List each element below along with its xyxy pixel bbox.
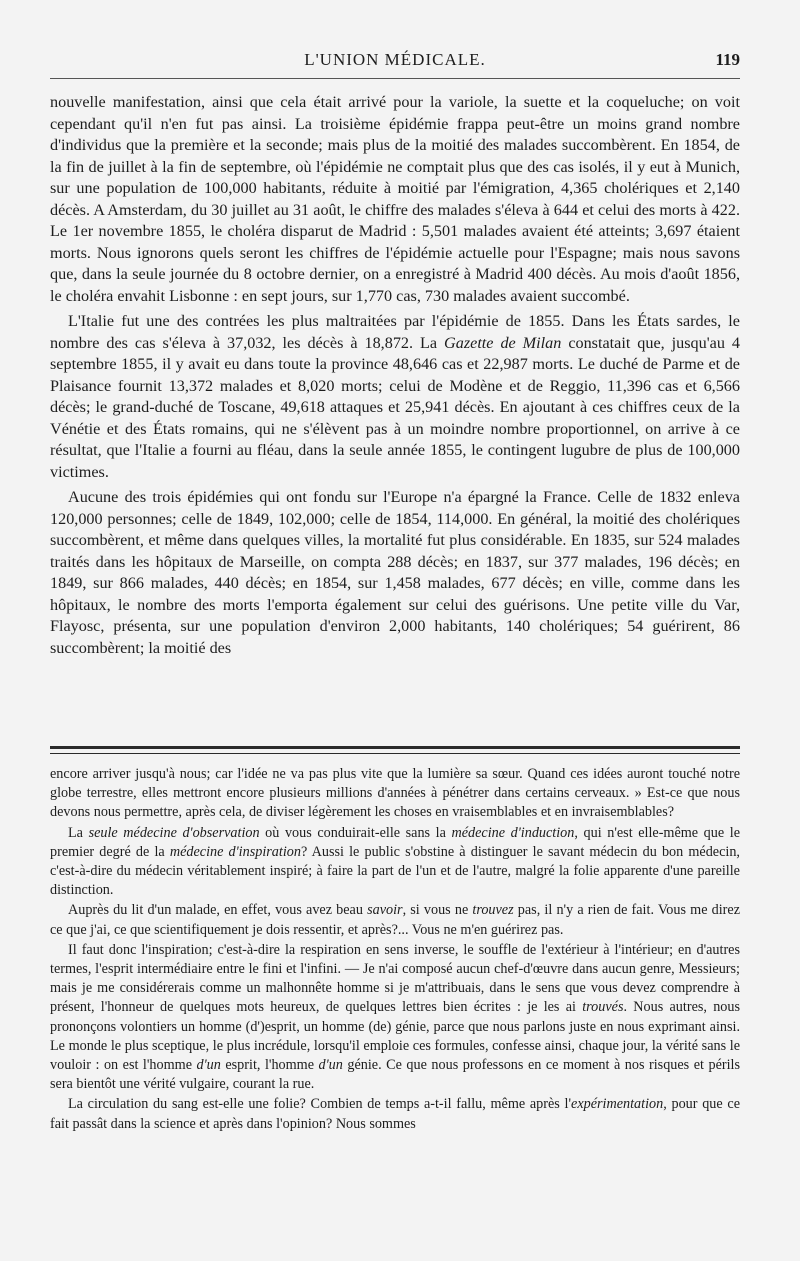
italic-text: expérimentation xyxy=(571,1096,664,1113)
feuilleton-separator xyxy=(50,746,740,752)
paragraph-text: ? Aussi le public s'obstine à distinguer le savant médecin du bon médecin, c'est-à-dire du médecin véritablement inspiré; à faire la part de l'un et de l'autre, malgré la folie apparente d'une pareille distinction. xyxy=(50,843,740,899)
paragraph-text: La xyxy=(68,824,89,841)
italic-text: Gazette de Milan xyxy=(444,333,562,352)
paragraph-text: Il faut donc l'inspiration; c'est-à-dire la respiration en sens inverse, le souffle de l'extérieur à l'intérieur; en d'autres termes, l'esprit intermédiaire entre le fini et l'infini. — Je n'ai composé aucun chef-d'œuvre dans aucun genre, Messieurs; mais je me considérerais comme un malhonnête homme si je m'attribuais, dans le sens que vous devez comprendre à présent, l'honneur de quelques mots heureux, de quelques lettres bien écrites : je les ai xyxy=(50,941,740,1016)
paragraph-text: Aucune des trois épidémies qui ont fondu sur l'Europe n'a épargné la France. Celle de 1832 enleva 120,000 personnes; celle de 1849, 102,000; celle de 1854, 114,000. En général, la moitié des cholériques succombèrent, et même dans quelques villes, la mortalité fut plus considérable. En 1835, sur 524 malades traités dans les hôpitaux de Marseille, on compta 288 décès; en 1837, sur 377 malades, 196 décès; en 1849, sur 866 malades, 440 décès; en 1854, sur 1,458 malades, 677 décès; en ville, comme dans les hôpitaux, le nombre des morts l'emporta également sur celui des guérisons. Une petite ville du Var, Flayosc, présenta, sur une population d'environ 2,000 habitants, 140 cholériques; 54 guérirent, 86 succombèrent; la moitié des xyxy=(50,488,740,657)
paragraph-text: pas, il n'y a rien de fait. Vous me direz ce que j'ai, ce que scientifiquement je dois ressentir, et après?... Vous ne m'en guérirez pas. xyxy=(50,902,741,938)
paragraph-text: . Nous autres, nous prononçons volontiers un homme (d')esprit, un homme (de) génie, parce que nous parlons juste en nous exprimant ainsi. Le monde le plus sceptique, le plus incrédule, lorsqu'il emploie ces formules, confesse ainsi, chaque jour, la vérité sans le vouloir : on est l'homme xyxy=(50,999,740,1074)
italic-text: trouvés xyxy=(582,999,624,1016)
page-number: 119 xyxy=(715,50,740,69)
running-title: L'UNION MÉDICALE. xyxy=(304,50,486,69)
paragraph xyxy=(50,487,740,659)
paragraph-text: constatait que, jusqu'au 4 septembre 1855, il y avait eu dans toute la province 48,646 cas et 22,987 morts. Le duché de Parme et de Plaisance fournit 13,372 malades et 8,020 morts; celui de Modène et de Reggio, 11,396 cas et 6,566 décès; le grand-duché de Toscane, 49,618 attaques et 25,941 décès. En ajoutant à ces chiffres ceux de la Vénétie et des États romains, qui ne s'élèvent pas à un moindre nombre proportionnel, on arrive à ce résultat, que l'Italie a fourni au fléau, dans la seule année 1855, le contingent lugubre de plus de 100,000 victimes. xyxy=(50,333,740,481)
paragraph xyxy=(50,1095,740,1133)
italic-text: savoir xyxy=(367,902,403,919)
italic-text: trouvez xyxy=(472,902,514,919)
paragraph-text: , pour que ce fait passât dans la science et après dans l'opinion? Nous sommes xyxy=(50,1096,740,1132)
page-header xyxy=(50,50,740,74)
main-text xyxy=(50,92,740,659)
paragraph-text: L'Italie fut une des contrées les plus maltraitées par l'épidémie de 1855. Dans les États sardes, le nombre des cas s'éleva à 37,032, les décès à 18,872. La xyxy=(50,312,740,352)
paragraph-text: génie. Ce que nous professons en ce moment à nos risques et périls sera bientôt une vérité vulgaire, courant la rue. xyxy=(50,1057,740,1093)
header-rule xyxy=(50,78,740,79)
paragraph-text: Auprès du lit d'un malade, en effet, vous avez beau xyxy=(68,902,368,919)
paragraph-text: encore arriver jusqu'à nous; car l'idée ne va pas plus vite que la lumière sa sœur. Quand ces idées auront touché notre globe terrestre, elles mettront encore plusieurs millions d'années à pénétrer dans certains cerveaux. » Est-ce que nous devons nous permettre, après cela, de diviser légèrement les choses en vraisemblables et en invraisemblables? xyxy=(50,766,740,821)
paragraph xyxy=(50,941,740,1095)
italic-text: médecine d'induction xyxy=(451,824,575,841)
italic-text: d'un xyxy=(196,1057,221,1074)
paragraph xyxy=(50,824,740,901)
paragraph xyxy=(50,901,740,939)
paragraph xyxy=(50,92,740,307)
paragraph-text: La circulation du sang est-elle une folie? Combien de temps a-t-il fallu, même après l' xyxy=(68,1096,572,1113)
paragraph-text: nouvelle manifestation, ainsi que cela était arrivé pour la variole, la suette et la coqueluche; on voit cependant qu'il n'en fut pas ainsi. La troisième épidémie frappa peut-être un moins grand nombre d'individus que la première et la seconde; mais plus de la moitié des malades succombèrent. En 1854, de la fin de juillet à la fin de septembre, où l'épidémie ne comptait plus que des cas isolés, il y eut à Munich, sur une population de 100,000 habitants, réduite à moitié par l'émigration, 4,365 cholériques et 2,140 décès. A Amsterdam, du 30 juillet au 31 août, le chiffre des malades s'éleva à 644 et celui des morts à 422. Le 1er novembre 1855, le choléra disparut de Madrid : 5,501 malades avaient été atteints; 3,697 étaient morts. Nous ignorons quels seront les chiffres de l'épidémie actuelle pour l'Espagne; mais nous savons que, dans la seule journée du 8 octobre dernier, on a enregistré à Madrid 400 décès. Au mois d'août 1856, le choléra envahit Lisbonne : en sept jours, sur 1,770 cas, 730 malades avaient succombé. xyxy=(50,93,740,305)
italic-text: médecine d'inspiration xyxy=(169,843,301,860)
italic-text: d'un xyxy=(318,1057,343,1074)
paragraph-text: où vous conduirait-elle sans la xyxy=(259,824,452,841)
paragraph xyxy=(50,311,740,483)
italic-text: seule médecine d'observation xyxy=(88,824,260,841)
paragraph xyxy=(50,765,740,823)
paragraph-text: , qui n'est elle-même que le premier degré de la xyxy=(50,824,740,860)
paragraph-text: , si vous ne xyxy=(402,902,473,919)
paragraph-text: esprit, l'homme xyxy=(220,1057,319,1074)
feuilleton-text xyxy=(50,765,740,1134)
